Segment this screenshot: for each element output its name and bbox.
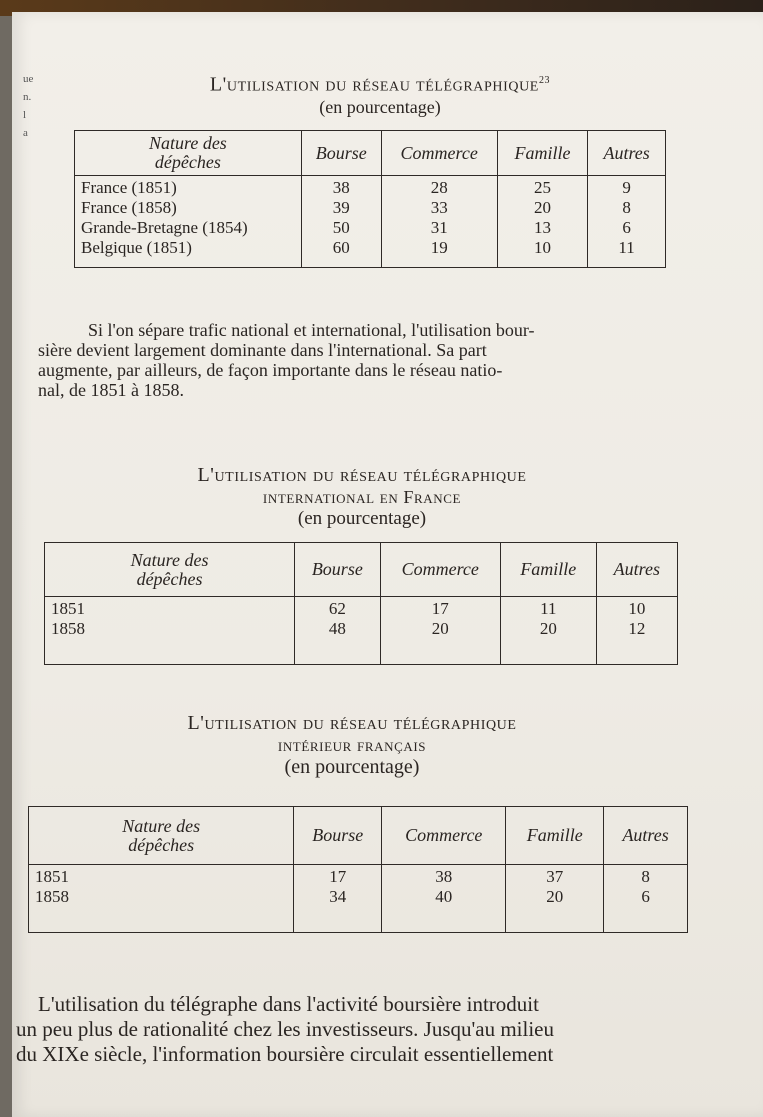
cell-value: 28 [430, 178, 448, 197]
book-page [12, 12, 763, 1117]
table3-heading [72, 712, 632, 778]
row-label: 1858 [51, 619, 85, 638]
table1 [74, 130, 666, 268]
commerce-values [382, 865, 506, 933]
commerce-values [381, 176, 497, 268]
margin-mark: l [23, 109, 27, 121]
cell-value: 17 [431, 599, 449, 618]
row-labels [29, 865, 294, 933]
margin-mark: a [23, 127, 28, 139]
cell-value: 9 [622, 178, 631, 197]
cell-value: 8 [641, 867, 650, 886]
cell-value: 17 [329, 867, 347, 886]
cell-value: 20 [546, 887, 564, 906]
column-header-famille: Famille [506, 807, 604, 865]
cell-value: 33 [430, 198, 448, 217]
autres-values [588, 176, 666, 268]
commerce-values [380, 597, 500, 665]
text-line: L'utilisation du télégraphe dans l'activité boursière introduit [38, 992, 539, 1016]
column-header-bourse: Bourse [294, 807, 382, 865]
nature-header: Nature des dépêches [45, 543, 295, 597]
table3-title-line1: L'utilisation du réseau télégraphique [187, 712, 517, 734]
row-label: France (1851) [81, 178, 177, 197]
cell-value: 38 [332, 178, 350, 197]
famille-values [497, 176, 588, 268]
cell-value: 25 [533, 178, 551, 197]
table3-header-row [29, 807, 688, 865]
row-labels [75, 176, 302, 268]
table2-header-row [45, 543, 678, 597]
text-line: un peu plus de rationalité chez les investisseurs. Jusqu'au milieu [16, 1017, 555, 1041]
cell-value: 10 [533, 238, 551, 257]
column-header-bourse: Bourse [301, 131, 381, 176]
cell-value: 6 [622, 218, 631, 237]
margin-marks [12, 52, 34, 160]
row-label: 1851 [35, 867, 69, 886]
table3-body-row [29, 865, 688, 933]
text-line: augmente, par ailleurs, de façon importante dans le réseau natio- [38, 360, 503, 380]
famille-values [500, 597, 596, 665]
nature-header: Nature des dépêches [75, 131, 302, 176]
column-header-autres: Autres [588, 131, 666, 176]
cell-value: 48 [328, 619, 346, 638]
text-line: Si l'on sépare trafic national et international, l'utilisation bour- [88, 320, 535, 340]
cell-value: 34 [329, 887, 347, 906]
table1-header-row [75, 131, 666, 176]
column-header-autres: Autres [596, 543, 677, 597]
table1-heading [120, 70, 640, 118]
table1-body-row [75, 176, 666, 268]
text-line: nal, de 1851 à 1858. [38, 380, 184, 400]
row-label: Grande-Bretagne (1854) [81, 218, 248, 237]
cell-value: 10 [628, 599, 646, 618]
bourse-values [295, 597, 380, 665]
column-header-bourse: Bourse [295, 543, 380, 597]
table1-subtitle: (en pourcentage) [319, 96, 441, 117]
cell-value: 62 [328, 599, 346, 618]
column-header-famille: Famille [497, 131, 588, 176]
cell-value: 20 [431, 619, 449, 638]
row-labels [45, 597, 295, 665]
nature-header: Nature des dépêches [29, 807, 294, 865]
column-header-commerce: Commerce [380, 543, 500, 597]
table2-subtitle: (en pourcentage) [297, 508, 427, 529]
table1-title: L'utilisation du réseau télégraphique [209, 73, 539, 96]
table3-title-line2: intérieur français [277, 735, 427, 755]
cell-value: 11 [618, 238, 635, 257]
column-header-autres: Autres [604, 807, 688, 865]
margin-mark: n. [23, 91, 32, 103]
cell-value: 50 [332, 218, 350, 237]
cell-value: 40 [435, 887, 453, 906]
column-header-commerce: Commerce [382, 807, 506, 865]
cell-value: 31 [430, 218, 448, 237]
cell-value: 11 [540, 599, 557, 618]
bourse-values [294, 865, 382, 933]
table2-title-line2: international en France [262, 487, 462, 507]
row-label: 1858 [35, 887, 69, 906]
autres-values [596, 597, 677, 665]
cell-value: 60 [332, 238, 350, 257]
row-label: Belgique (1851) [81, 238, 192, 257]
paragraph-2 [16, 992, 706, 1067]
cell-value: 12 [628, 619, 646, 638]
autres-values [604, 865, 688, 933]
cell-value: 39 [332, 198, 350, 217]
table2-title-line1: L'utilisation du réseau télégraphique [197, 464, 527, 486]
paragraph-1 [38, 320, 678, 400]
text-line: du XIXe siècle, l'information boursière circulait essentiellement [16, 1042, 554, 1066]
cell-value: 38 [435, 867, 453, 886]
famille-values [506, 865, 604, 933]
cell-value: 20 [539, 619, 557, 638]
cell-value: 19 [430, 238, 448, 257]
cell-value: 6 [641, 887, 650, 906]
row-label: 1851 [51, 599, 85, 618]
cell-value: 13 [533, 218, 551, 237]
row-label: France (1858) [81, 198, 177, 217]
table2-body-row [45, 597, 678, 665]
cell-value: 8 [622, 198, 631, 217]
bourse-values [301, 176, 381, 268]
table2 [44, 542, 678, 665]
text-line: sière devient largement dominante dans l'international. Sa part [38, 340, 487, 360]
table3 [28, 806, 688, 933]
table2-heading [92, 464, 632, 530]
cell-value: 37 [546, 867, 564, 886]
column-header-famille: Famille [500, 543, 596, 597]
cell-value: 20 [533, 198, 551, 217]
table3-subtitle: (en pourcentage) [284, 756, 420, 778]
margin-mark: ue [23, 73, 34, 85]
footnote-ref: 23 [538, 75, 551, 86]
column-header-commerce: Commerce [381, 131, 497, 176]
